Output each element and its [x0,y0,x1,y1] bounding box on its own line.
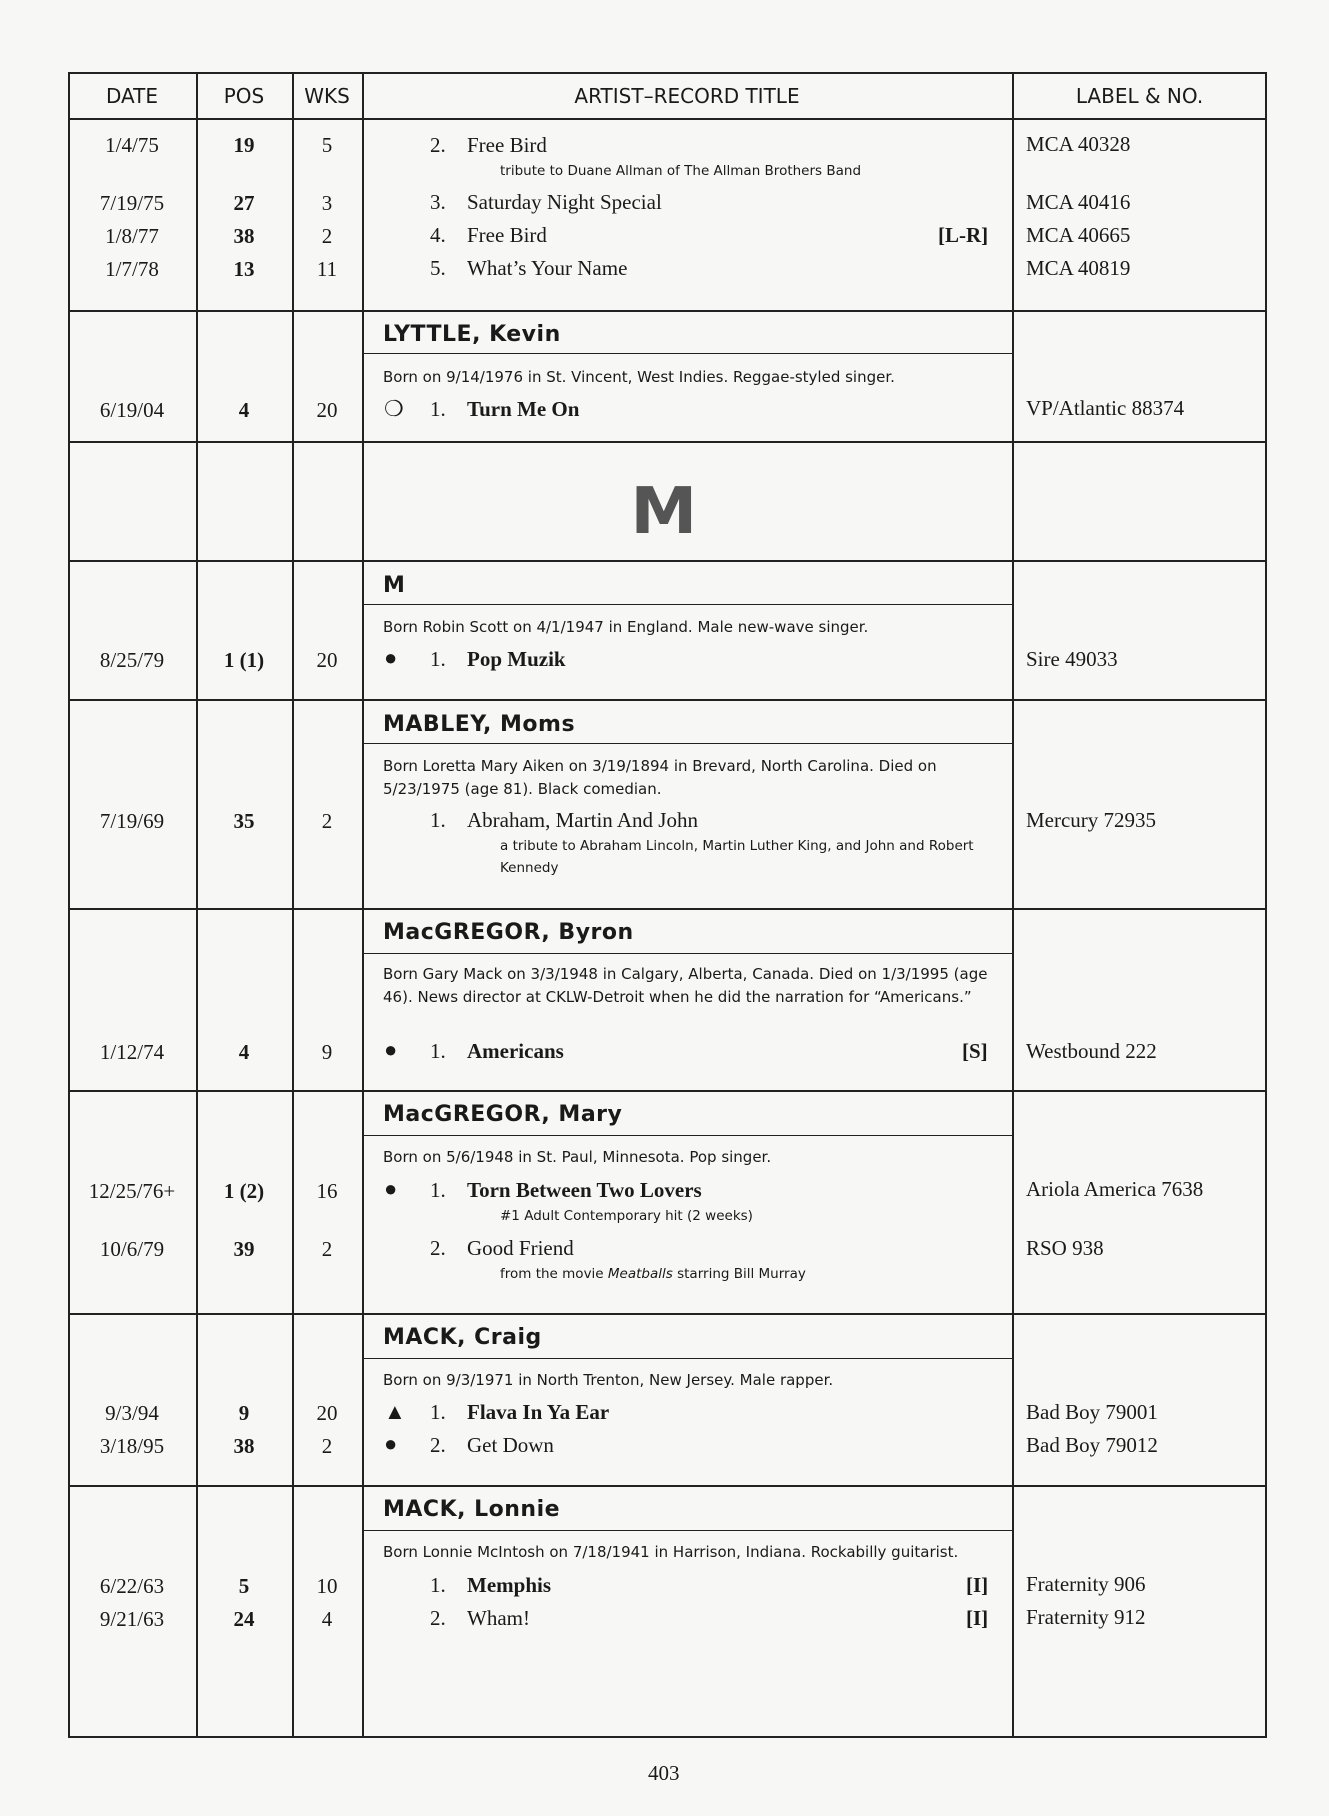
record-pos: 19 [233,133,255,157]
record-wks: 16 [316,1179,338,1203]
record-title: Pop Muzik [467,647,566,671]
artist-bio: Born Robin Scott on 4/1/1947 in England. Male new-wave singer. [383,618,869,636]
row-separator [68,1313,1267,1315]
record-date: 8/25/79 [99,648,165,672]
column-divider [196,72,198,1738]
platinum-record-icon: ● [384,1037,398,1062]
record-pos: 1 (2) [223,1179,265,1203]
record-note: a tribute to Abraham Lincoln, Martin Luther King, and John and Robert Kennedy [500,838,974,876]
record-title: Americans [467,1039,564,1063]
record-tag: [I] [966,1573,989,1597]
record-label: Fraternity 912 [1026,1605,1146,1629]
row-separator [68,310,1267,312]
header-label: LABEL & NO. [1075,84,1204,108]
record-date: 7/19/75 [99,191,165,215]
movie-title: Meatballs [607,1266,673,1282]
note-text: from the movie [500,1266,608,1282]
artist-name: M [383,573,406,598]
artist-name: MacGREGOR, Mary [383,1102,623,1127]
artist-bio: Born Loretta Mary Aiken on 3/19/1894 in Brevard, North Carolina. Died on 5/23/1975 (age 81). Black comedian. [383,757,937,798]
record-tag: [I] [966,1606,989,1630]
platinum-record-icon: ● [384,1176,398,1201]
record-number: 3. [430,190,446,214]
record-pos: 4 [238,398,250,422]
record-pos: 5 [238,1574,250,1598]
record-note: tribute to Duane Allman of The Allman Brothers Band [500,163,862,179]
column-divider [362,72,364,1738]
record-date: 6/22/63 [99,1574,165,1598]
record-title: Turn Me On [467,397,580,421]
record-title: Saturday Night Special [467,190,662,214]
record-pos: 9 [238,1401,250,1425]
record-title: What’s Your Name [467,256,628,280]
record-note [500,1263,1020,1285]
record-label: MCA 40819 [1026,256,1131,280]
row-separator [68,441,1267,443]
record-wks: 2 [321,1434,333,1458]
record-title: Abraham, Martin And John [467,808,698,832]
record-number: 1. [430,1400,446,1424]
record-title: Get Down [467,1433,554,1457]
record-date: 1/4/75 [105,133,159,157]
record-wks: 11 [316,257,338,281]
artist-name: MABLEY, Moms [383,712,576,737]
record-pos: 27 [233,191,255,215]
record-number: 1. [430,1573,446,1597]
record-label: RSO 938 [1026,1236,1104,1260]
record-label: MCA 40665 [1026,223,1131,247]
record-title: Good Friend [467,1236,574,1260]
column-divider [292,72,294,1738]
record-pos: 38 [233,1434,255,1458]
record-number: 1. [430,1039,446,1063]
record-pos: 4 [238,1040,250,1064]
artist-rule [362,1358,1012,1359]
artist-rule [362,353,1012,354]
record-wks: 4 [321,1607,333,1631]
record-title: Free Bird [467,223,547,247]
artist-rule [362,743,1012,744]
triangle-icon: ▲ [384,1399,406,1424]
record-label: VP/Atlantic 88374 [1026,396,1185,420]
header-date: DATE [105,84,159,108]
row-separator [68,1090,1267,1092]
record-date: 9/3/94 [105,1401,159,1425]
record-wks: 2 [321,224,333,248]
record-number: 2. [430,1606,446,1630]
record-pos: 1 (1) [223,648,265,672]
record-title: Wham! [467,1606,530,1630]
record-pos: 24 [233,1607,255,1631]
record-date: 7/19/69 [99,809,165,833]
header-title: ARTIST–RECORD TITLE [574,84,800,108]
artist-name: MACK, Lonnie [383,1497,561,1522]
record-date: 9/21/63 [99,1607,165,1631]
record-date: 1/8/77 [105,224,159,248]
note-text: starring Bill Murray [672,1266,806,1282]
record-number: 1. [430,1178,446,1202]
artist-bio: Born Gary Mack on 3/3/1948 in Calgary, Alberta, Canada. Died on 1/3/1995 (age 46). News director at CKLW-Detroit when he did the narration for “Americans.” [383,965,988,1006]
record-label: Bad Boy 79012 [1026,1433,1158,1457]
record-date: 12/25/76+ [88,1179,176,1203]
record-label: MCA 40416 [1026,190,1131,214]
record-pos: 13 [233,257,255,281]
row-separator [68,1485,1267,1487]
row-separator [68,699,1267,701]
record-number: 5. [430,256,446,280]
record-label: Ariola America 7638 [1026,1177,1204,1201]
record-wks: 2 [321,1237,333,1261]
artist-bio: Born Lonnie McIntosh on 7/18/1941 in Harrison, Indiana. Rockabilly guitarist. [383,1543,959,1561]
header-rule [68,118,1267,120]
column-divider [1012,72,1014,1738]
artist-rule [362,604,1012,605]
record-date: 3/18/95 [99,1434,165,1458]
section-letter: M [630,475,698,549]
row-separator [68,560,1267,562]
record-number: 2. [430,1433,446,1457]
artist-bio: Born on 9/3/1971 in North Trenton, New Jersey. Male rapper. [383,1371,834,1389]
record-date: 6/19/04 [99,398,165,422]
record-label: Bad Boy 79001 [1026,1400,1158,1424]
artist-name: MACK, Craig [383,1325,542,1350]
record-number: 1. [430,808,446,832]
record-note: #1 Adult Contemporary hit (2 weeks) [500,1208,753,1224]
page-number: 403 [648,1761,680,1785]
record-number: 2. [430,133,446,157]
record-title: Flava In Ya Ear [467,1400,610,1424]
artist-name: LYTTLE, Kevin [383,322,561,347]
record-wks: 10 [316,1574,338,1598]
record-wks: 5 [321,133,333,157]
artist-name: MacGREGOR, Byron [383,920,634,945]
record-wks: 20 [316,648,338,672]
record-pos: 39 [233,1237,255,1261]
artist-rule [362,1135,1012,1136]
record-wks: 3 [321,191,333,215]
record-date: 10/6/79 [99,1237,165,1261]
record-number: 4. [430,223,446,247]
record-label: Mercury 72935 [1026,808,1157,832]
row-separator [68,908,1267,910]
record-label: Fraternity 906 [1026,1572,1146,1596]
record-wks: 20 [316,1401,338,1425]
artist-bio: Born on 9/14/1976 in St. Vincent, West Indies. Reggae-styled singer. [383,368,895,386]
gold-record-icon: ❍ [384,396,404,421]
record-wks: 20 [316,398,338,422]
record-date: 1/12/74 [99,1040,165,1064]
record-pos: 35 [233,809,255,833]
record-wks: 9 [321,1040,333,1064]
artist-rule [362,1530,1012,1531]
record-label: Westbound 222 [1026,1039,1157,1063]
platinum-record-icon: ● [384,1431,398,1456]
record-number: 1. [430,647,446,671]
record-title: Memphis [467,1573,551,1597]
record-tag: [S] [962,1039,988,1063]
record-date: 1/7/78 [105,257,159,281]
artist-bio: Born on 5/6/1948 in St. Paul, Minnesota. Pop singer. [383,1148,772,1166]
record-tag: [L-R] [938,223,989,247]
record-pos: 38 [233,224,255,248]
header-wks: WKS [304,84,350,108]
artist-rule [362,953,1012,954]
record-title: Free Bird [467,133,547,157]
record-title: Torn Between Two Lovers [467,1178,702,1202]
record-label: Sire 49033 [1026,647,1118,671]
chart-table-frame [68,72,1267,1738]
record-wks: 2 [321,809,333,833]
record-number: 1. [430,397,446,421]
record-number: 2. [430,1236,446,1260]
record-label: MCA 40328 [1026,132,1131,156]
header-pos: POS [223,84,265,108]
platinum-record-icon: ● [384,645,398,670]
